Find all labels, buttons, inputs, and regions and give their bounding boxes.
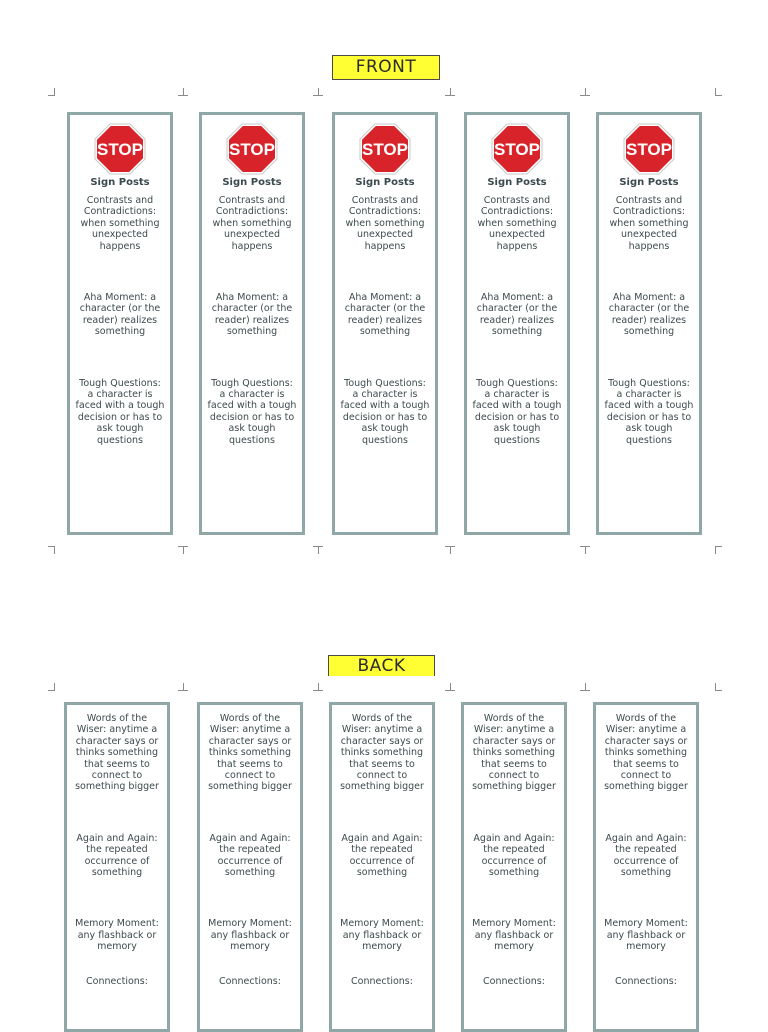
crop-mark (313, 683, 323, 691)
bookmark-heading: Sign Posts (487, 177, 547, 188)
stop-sign-text: STOP (362, 140, 408, 159)
crop-mark (313, 88, 323, 96)
signpost-again-and-again: Again and Again: the repeated occurrence of something (341, 832, 423, 879)
crop-mark (715, 546, 722, 554)
stop-sign-icon (226, 123, 278, 175)
back-bookmark-3 (329, 702, 435, 1032)
signpost-words-of-the-wiser: Words of the Wiser: anytime a character says or thinks something that seems to connect to something bigger (472, 713, 556, 793)
stop-sign-text: STOP (494, 140, 540, 159)
signpost-tough-questions: Tough Questions: a character is faced with a tough decision or has to ask tough questions (472, 377, 562, 446)
front-bookmark-3 (332, 112, 438, 535)
signpost-connections: Connections: (615, 975, 677, 987)
signpost-aha-moment: Aha Moment: a character (or the reader) realizes something (476, 292, 558, 338)
stop-sign-text: STOP (626, 140, 672, 159)
crop-mark (313, 546, 323, 554)
front-bookmark-4 (464, 112, 570, 535)
stop-sign-icon (359, 123, 411, 175)
signpost-aha-moment: Aha Moment: a character (or the reader) realizes something (344, 292, 426, 338)
crop-mark (178, 546, 188, 554)
bookmark-heading: Sign Posts (355, 177, 415, 188)
stop-sign-icon (623, 123, 675, 175)
signpost-tough-questions: Tough Questions: a character is faced with a tough decision or has to ask tough questions (207, 377, 297, 446)
signpost-memory-moment: Memory Moment: any flashback or memory (75, 918, 159, 953)
crop-mark (48, 683, 55, 691)
crop-mark (580, 88, 590, 96)
signpost-words-of-the-wiser: Words of the Wiser: anytime a character says or thinks something that seems to connect to something bigger (208, 713, 292, 793)
bookmark-heading: Sign Posts (90, 177, 150, 188)
crop-mark (178, 683, 188, 691)
back-bookmark-4 (461, 702, 567, 1032)
crop-mark (445, 546, 455, 554)
signpost-again-and-again: Again and Again: the repeated occurrence of something (76, 832, 158, 879)
signpost-again-and-again: Again and Again: the repeated occurrence of something (209, 832, 291, 879)
crop-mark (715, 683, 722, 691)
signpost-contrasts: Contrasts and Contradictions: when something unexpected happens (609, 195, 689, 252)
crop-mark (715, 88, 722, 96)
front-bookmark-1 (67, 112, 173, 535)
crop-mark (445, 683, 455, 691)
signpost-words-of-the-wiser: Words of the Wiser: anytime a character says or thinks something that seems to connect to something bigger (340, 713, 424, 793)
crop-mark (48, 546, 55, 554)
crop-mark (445, 88, 455, 96)
signpost-connections: Connections: (483, 975, 545, 987)
signpost-contrasts: Contrasts and Contradictions: when something unexpected happens (212, 195, 292, 252)
front-bookmark-2 (199, 112, 305, 535)
signpost-aha-moment: Aha Moment: a character (or the reader) realizes something (608, 292, 690, 338)
back-label: BACK (328, 655, 435, 676)
signpost-contrasts: Contrasts and Contradictions: when something unexpected happens (477, 195, 557, 252)
front-label: FRONT (332, 55, 440, 80)
back-bookmark-2 (197, 702, 303, 1032)
signpost-tough-questions: Tough Questions: a character is faced with a tough decision or has to ask tough questions (75, 377, 165, 446)
bookmark-heading: Sign Posts (619, 177, 679, 188)
signpost-memory-moment: Memory Moment: any flashback or memory (472, 918, 556, 953)
signpost-contrasts: Contrasts and Contradictions: when something unexpected happens (345, 195, 425, 252)
back-bookmark-5 (593, 702, 699, 1032)
stop-sign-text: STOP (97, 140, 143, 159)
crop-mark (48, 88, 55, 96)
crop-mark (580, 546, 590, 554)
signpost-tough-questions: Tough Questions: a character is faced with a tough decision or has to ask tough questions (340, 377, 430, 446)
signpost-connections: Connections: (351, 975, 413, 987)
stop-sign-icon (94, 123, 146, 175)
signpost-again-and-again: Again and Again: the repeated occurrence of something (605, 832, 687, 879)
signpost-tough-questions: Tough Questions: a character is faced with a tough decision or has to ask tough questions (604, 377, 694, 446)
signpost-contrasts: Contrasts and Contradictions: when something unexpected happens (80, 195, 160, 252)
back-bookmark-1 (64, 702, 170, 1032)
signpost-words-of-the-wiser: Words of the Wiser: anytime a character says or thinks something that seems to connect to something bigger (75, 713, 159, 793)
stop-sign-icon (491, 123, 543, 175)
stop-sign-text: STOP (229, 140, 275, 159)
signpost-connections: Connections: (86, 975, 148, 987)
crop-mark (580, 683, 590, 691)
signpost-again-and-again: Again and Again: the repeated occurrence of something (473, 832, 555, 879)
bookmark-heading: Sign Posts (222, 177, 282, 188)
signpost-words-of-the-wiser: Words of the Wiser: anytime a character says or thinks something that seems to connect to something bigger (604, 713, 688, 793)
crop-mark (178, 88, 188, 96)
signpost-aha-moment: Aha Moment: a character (or the reader) realizes something (79, 292, 161, 338)
signpost-memory-moment: Memory Moment: any flashback or memory (604, 918, 688, 953)
signpost-aha-moment: Aha Moment: a character (or the reader) realizes something (211, 292, 293, 338)
signpost-connections: Connections: (219, 975, 281, 987)
signpost-memory-moment: Memory Moment: any flashback or memory (208, 918, 292, 953)
front-bookmark-5 (596, 112, 702, 535)
signpost-memory-moment: Memory Moment: any flashback or memory (340, 918, 424, 953)
